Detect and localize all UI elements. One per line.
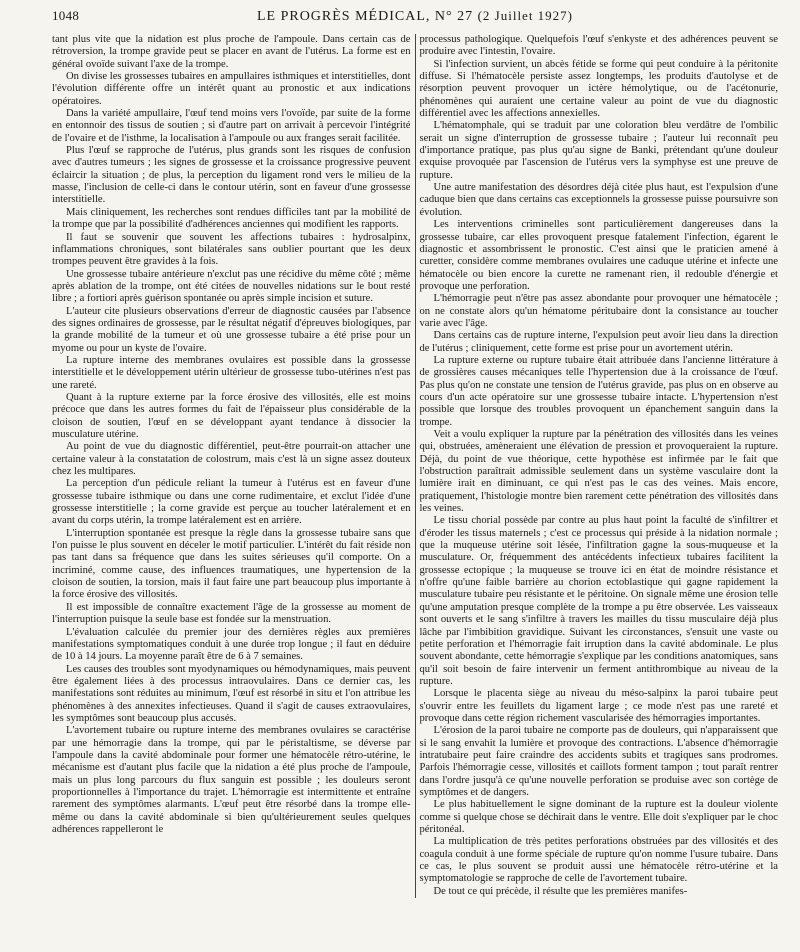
text-columns bbox=[52, 34, 778, 898]
page-number: 1048 bbox=[52, 8, 80, 23]
paragraph: L'auteur cite plusieurs observations d'erreur de diagnostic causées par l'absence des signes ordinaires de grossesse, par le résultat négatif d'épreuves biologiques, par la grande mobilité de la tumeur et où une grossesse tubaire a été prise pour un myome ou pour un kyste de l'ovaire. bbox=[52, 305, 411, 354]
paragraph: La multiplication de très petites perforations obstruées par des villosités et des coagula conduit à une forme spéciale de rupture qu'on nomme l'usure tubaire. Dans ce cas, le plus souvent se produit aussi une hématocèle rétro-utérine et la symptomatologie se rapproche de celle de l'avortement tubaire. bbox=[419, 836, 778, 885]
paragraph: La rupture interne des membranes ovulaires est possible dans la grossesse interstitielle et le développement utérin ultérieur de grossesse tubo-utérines n'est pas une rareté. bbox=[52, 354, 411, 391]
column-divider bbox=[415, 34, 416, 898]
left-column bbox=[52, 34, 411, 898]
paragraph: L'évaluation calculée du premier jour des dernières règles aux premières manifestations symptomatiques conduit à une durée trop longue ; il faut en déduire de 10 à 14 jours. La moyenne paraît être de 6 à 7 semaines. bbox=[52, 626, 411, 663]
running-header bbox=[52, 8, 778, 30]
paragraph: L'hémorragie peut n'être pas assez abondante pour provoquer une hématocèle ; on ne constate alors qu'un hématome péritubaire dont la consistance au toucher varie avec l'âge. bbox=[419, 293, 778, 329]
paragraph: processus pathologique. Quelquefois l'œuf s'enkyste et des adhérences peuvent se produire avec l'intestin, l'ovaire. bbox=[419, 34, 778, 58]
right-column bbox=[419, 34, 778, 898]
paragraph: Quant à la rupture externe par la force érosive des villosités, elle est moins précoce que dans les autres formes du fait de l'épaisseur plus considérable de la cloison de soutien, l'œuf en se développant ayant tendance à dissocier la musculature utérine. bbox=[52, 391, 411, 440]
paragraph: Dans la variété ampullaire, l'œuf tend moins vers l'ovoïde, par suite de la forme en entonnoir des tissus de soutien ; si d'autre part on arrivait à percevoir l'intégrité de l'ovaire et de l'isthme, la localisation à l'ampoule ou aux franges serait facilitée. bbox=[52, 108, 411, 144]
journal-title bbox=[142, 8, 688, 25]
paragraph: Le tissu chorial possède par contre au plus haut point la faculté de s'infiltrer et d'éroder les tissus maternels ; c'est ce processus qui préside à la nidation normale ; que la muqueuse utérine soit lésée, l'infiltration gagne la sous-muqueuse et la musculature. Or, fréquemment des antécédents infectieux tubaires facilitent la grossesse ectopique ; la muqueuse se trouve ici en état de moindre résistance et n'offre qu'une faible barrière au chorion ectoblastique qui gagne rapidement la musculature tubaire peu résistante et le péritoine. On signale même une érosion telle qu'une amputation presque complète de la trompe a pu être observée. Les vaisseaux sont ouverts et le sang s'infiltre à travers les mailles du tissu musculaire déjà plus lâche par l'imbibition gravidique. Suivant les circonstances, s'ensuit une vaste ou petite perforation et l'hémorragie fait irruption dans la cavité abdominale. Le plus souvent abondante, cette hémorragie s'explique par les conditions anatomiques, sans qu'il soit besoin de faire intervenir un ferment antithrombique au niveau de la rupture. bbox=[419, 515, 778, 687]
paragraph: Une autre manifestation des désordres déjà citée plus haut, est l'expulsion d'une caduque bien que dans certains cas exceptionnels la grossesse puisse poursuivre son évolution. bbox=[419, 182, 778, 218]
journal-name: LE PROGRÈS MÉDICAL, N° 27 bbox=[256, 9, 474, 24]
issue-date: (2 Juillet 1927) bbox=[477, 8, 574, 23]
paragraph: La rupture externe ou rupture tubaire était attribuée dans l'ancienne littérature à de grossières causes mécaniques telle l'hypertension due à la croissance de l'œuf. Pas plus qu'on ne constate une tension de l'utérus gravide, pas plus on en observe au cours d'un acte opératoire sur une grossesse tubaire intacte. L'hypertension n'est possible que lorsque des troubles provoquent un épanchement sanguin dans la trompe. bbox=[419, 354, 778, 428]
paragraph: Plus l'œuf se rapproche de l'utérus, plus grands sont les risques de confusion avec d'autres tumeurs ; les signes de grossesse et la croissance progressive peuvent éclaircir la situation ; de plus, la perception du ligament rond vers le milieu de la masse, l'inclusion de celle-ci dans le contour utérin, sont en faveur d'une grossesse interstitielle. bbox=[52, 145, 411, 206]
paragraph: L'érosion de la paroi tubaire ne comporte pas de douleurs, qui n'apparaissent que si le sang envahit la lumière et provoque des contractions. L'absence d'hémorragie intratubaire peut faire craindre des accidents subits et tragiques sans prodromes. Parfois l'hémorragie cesse, villosités et caillots forment tampon ; tout paraît rentrer dans l'ordre jusqu'à ce qu'une nouvelle perforation se produise avec son cortège de symptômes et de dangers. bbox=[419, 725, 778, 798]
paragraph: Une grossesse tubaire antérieure n'exclut pas une récidive du même côté ; même après ablation de la trompe, ont été citées de nouvelles nidations sur le bout resté libre ; a fortiori après guérison spontanée ou après simple incision et suture. bbox=[52, 268, 411, 305]
paragraph: L'interruption spontanée est presque la règle dans la grossesse tubaire sans que l'on puisse le plus souvent en déceler le motif particulier. L'intérêt du fait réside non pas tant dans sa fréquence que dans les suites sérieuses qu'il comporte. On a incriminé, comme cause, des influences traumatiques, une hypertension de la cloison de soutien, la torsion, mais il faut faire une part beaucoup plus importante à la force érosive des villosités. bbox=[52, 527, 411, 601]
paragraph: La perception d'un pédicule reliant la tumeur à l'utérus est en faveur d'une grossesse tubaire isthmique ou dans une corne rudimentaire, et exclut l'idée d'une grossesse interstitielle ; la corne gravide est perçue au toucher latéralement et en avant du corps utérin, la trompe latéralement est en arrière. bbox=[52, 478, 411, 527]
paragraph: Lorsque le placenta siège au niveau du méso-salpinx la paroi tubaire peut s'ouvrir entre les feuillets du ligament large ; ce mode n'est pas une rareté et provoque dans cette région richement vascularisée des hémorragies importantes. bbox=[419, 688, 778, 724]
paragraph: Veit a voulu expliquer la rupture par la pénétration des villosités dans les veines qui, obstruées, amèneraient une élévation de pression et provoqueraient la rupture. Déjà, du point de vue théorique, cette hypothèse est infirmée par le fait que l'obstruction paraîtrait admissible seulement dans un système vasculaire dont la lumière irait en diminuant, ce qui n'est pas le cas des veines. Mais encore, pratiquement, l'histologie montre bien rarement cette pénétration des villosités dans les veines. bbox=[419, 429, 778, 515]
paragraph: Les causes des troubles sont myodynamiques ou hémodynamiques, mais peuvent être également liées à des processus intraovulaires. Dans ce dernier cas, les manifestations sont réduites au minimum, l'œuf est résorbé in situ et l'on attribue les phénomènes à des annexites infectieuses. Quand il s'agit de causes extraovulaires, les symptômes sont beaucoup plus accusés. bbox=[52, 663, 411, 724]
paragraph: tant plus vite que la nidation est plus proche de l'ampoule. Dans certain cas de rétroversion, la trompe gravide peut se placer en avant de l'utérus. La forme est en général ovoïde suivant l'axe de la trompe. bbox=[52, 34, 411, 70]
paragraph: Au point de vue du diagnostic différentiel, peut-être pourrait-on attacher une certaine valeur à la constatation de colostrum, mais c'est là un signe assez douteux chez les multipares. bbox=[52, 441, 411, 478]
paragraph: Dans certains cas de rupture interne, l'expulsion peut avoir lieu dans la direction de l'utérus ; cliniquement, cette forme est prise pour un avortement utérin. bbox=[419, 330, 778, 354]
paragraph: Mais cliniquement, les recherches sont rendues difficiles tant par la mobilité de la trompe que par la possibilité d'adhérences anciennes qui modifient les rapports. bbox=[52, 206, 411, 231]
paragraph: Il faut se souvenir que souvent les affections tubaires : hydrosalpinx, inflammations chroniques, sont bilatérales sans oublier pourtant que les deux trompes peuvent être gravides à la fois. bbox=[52, 231, 411, 268]
paragraph: L'avortement tubaire ou rupture interne des membranes ovulaires se caractérise par une hémorragie dans la trompe, qui par le péristaltisme, se déverse par l'ampoule dans la cavité abdominale pour former une hématocèle rétro-utérine, le mécanisme est d'autant plus facile que la nidation a été plus proche de l'ampoule, mais un plus long parcours du flux sanguin est possible ; les douleurs seront proportionnelles à l'importance du trajet. L'hémorragie est intermittente et entraîne rarement des symptômes alarmants. L'œuf peut être résorbé dans la trompe elle-même ou dans la cavité abdominale si bien qu'ultérieurement seules quelques adhérences rappelleront le bbox=[52, 725, 411, 835]
paragraph: Si l'infection survient, un abcès fétide se forme qui peut conduire à la péritonite diffuse. Si l'hématocèle persiste assez longtemps, les produits d'autolyse et de résorption peuvent provoquer un ictère hémolytique, ou de l'acétonurie, phénomènes qui auraient une certaine valeur au point de vue du diagnostic différentiel avec les affections annexielles. bbox=[419, 58, 778, 120]
paragraph: Il est impossible de connaître exactement l'âge de la grossesse au moment de l'interruption puisque la seule base est fondée sur la menstruation. bbox=[52, 601, 411, 626]
paragraph: L'hématomphale, qui se traduit par une coloration bleu verdâtre de l'ombilic serait un signe d'interruption de grossesse tubaire ; l'auteur lui reconnaît peu d'importance pratique, pas plus qu'au signe de Banki, prétendant qu'une douleur exquise provoquée par l'ascension de l'utérus vers la symphyse est une preuve de rupture. bbox=[419, 120, 778, 181]
paragraph: On divise les grossesses tubaires en ampullaires isthmiques et interstitielles, dont l'évolution différente offre un intérêt quant au pronostic et aux indications opératoires. bbox=[52, 71, 411, 107]
paragraph: Le plus habituellement le signe dominant de la rupture est la douleur violente comme si quelque chose se déchirait dans le ventre. Elle doit s'expliquer par le choc péritonéal. bbox=[419, 799, 778, 835]
paragraph: Les interventions criminelles sont particulièrement dangereuses dans la grossesse tubaire, car elles provoquent presque fatalement l'infection, égarent le diagnostic et assombrissent le pronostic. C'est ainsi que le praticien amené à curetter, considère comme membranes ovulaires une caduque utérine et infecte une hématocèle ou bien encore la curette ne ramenant rien, il redouble d'énergie et provoque une perforation. bbox=[419, 219, 778, 292]
paragraph: De tout ce qui précède, il résulte que les premières manifes- bbox=[433, 885, 688, 897]
